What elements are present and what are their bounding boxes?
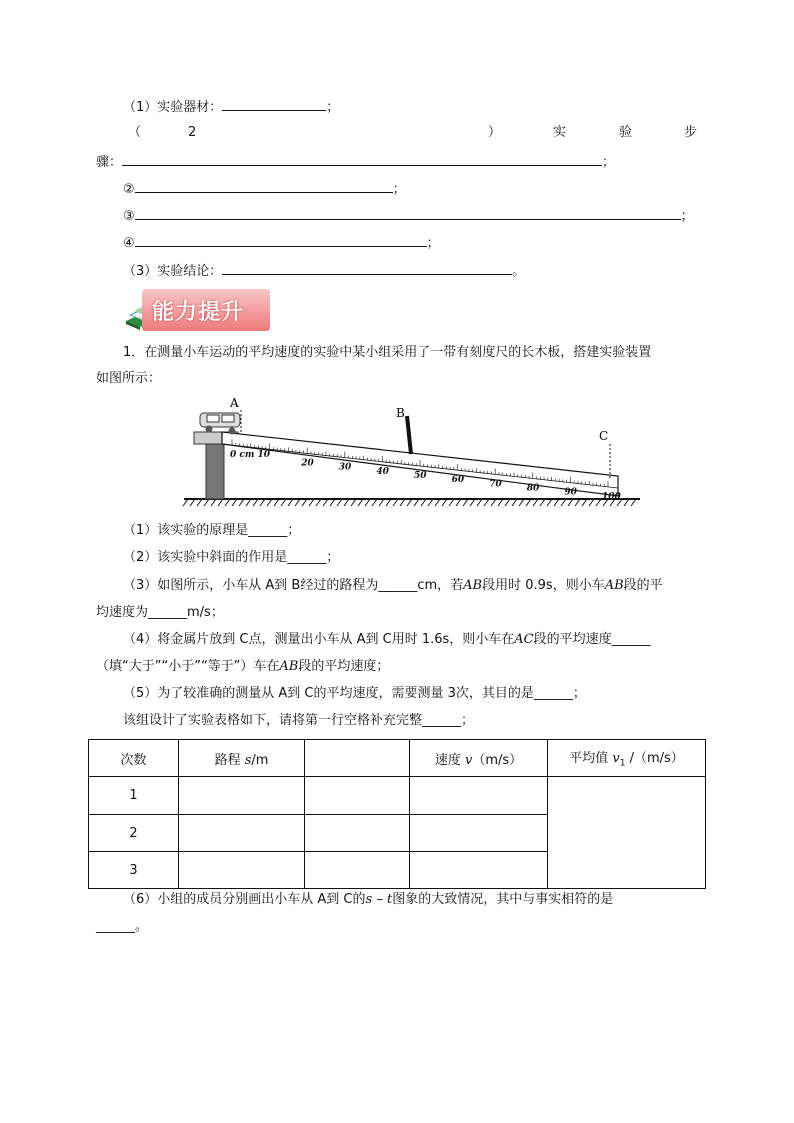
step1-blank[interactable] — [122, 152, 602, 166]
header-speed-unit: （m/s） — [472, 752, 523, 768]
cell-speed[interactable] — [410, 777, 548, 815]
q4-text-a: （4）将金属片放到 C点，测量出小车从 A到 C用时 1.6s，则小车在 — [123, 632, 515, 647]
label-c: C — [599, 429, 609, 443]
cell-blank[interactable] — [305, 852, 410, 889]
steps-char-1: 实 — [553, 125, 567, 140]
step2-end: ； — [392, 182, 406, 197]
steps-end: ； — [602, 155, 616, 170]
q6-text-a: （6）小组的成员分别画出小车从 A到 C的 — [123, 892, 366, 907]
equip-end: ； — [326, 100, 340, 115]
q3-ab-2: AB — [604, 578, 624, 593]
q4-line-2 — [96, 658, 389, 676]
metal-plate-b — [407, 416, 411, 454]
ruler-tick-label: 100 — [602, 491, 621, 502]
step4-blank[interactable] — [135, 233, 427, 247]
ruler-unit-label: 0 cm 10 — [230, 450, 271, 461]
cart-icon — [200, 413, 240, 435]
step3-label: ③ — [123, 209, 135, 224]
conclusion-blank[interactable] — [222, 261, 512, 275]
ruler-tick-label: 30 — [338, 462, 352, 473]
ruler-tick-label: 60 — [451, 475, 465, 486]
q6-text-b: 图象的大致情况，其中与事实相符的是 — [392, 892, 614, 907]
header-speed — [410, 740, 548, 777]
q5-line-2: 该组设计了实验表格如下，请将第一行空格补充完整______； — [123, 713, 475, 728]
step4-line — [123, 233, 440, 253]
header-blank[interactable] — [305, 740, 410, 777]
problem-intro-2: 如图所示： — [96, 371, 162, 386]
q3-ab-1: AB — [463, 578, 483, 593]
row-number: 2 — [89, 815, 179, 852]
header-average — [548, 740, 706, 777]
header-average-text: 平均值 — [569, 751, 613, 767]
equip-line — [123, 97, 339, 117]
ruler-tick-label: 40 — [376, 466, 389, 477]
step2-line — [123, 179, 406, 199]
q4-text-b: 段的平均速度______ — [533, 632, 651, 647]
q4-ac: AC — [514, 632, 534, 647]
steps-label: 骤： — [96, 155, 123, 170]
q3-text-c: 段的平 — [623, 578, 663, 593]
header-average-unit: /（m/s） — [625, 751, 684, 767]
conclusion-line — [123, 261, 525, 281]
cell-speed[interactable] — [410, 852, 548, 889]
header-speed-symbol: v — [464, 752, 473, 768]
data-table — [88, 739, 706, 889]
ground-hatch — [183, 499, 636, 506]
steps-paren-open: （ — [128, 125, 142, 140]
q6-dash: – — [372, 892, 387, 907]
q2-line: （2）该实验中斜面的作用是______； — [123, 550, 340, 565]
q4-line — [123, 631, 651, 649]
step3-blank[interactable] — [135, 206, 681, 220]
header-speed-text: 速度 — [434, 752, 465, 768]
ruler-tick-label: 20 — [301, 458, 314, 469]
steps-char-3: 步 — [684, 125, 698, 140]
ruler-tick-label: 50 — [414, 471, 427, 481]
incline-figure — [180, 392, 645, 512]
step3-line — [123, 206, 694, 226]
table-header-row — [89, 740, 706, 777]
q3-text-a: （3）如图所示，小车从 A到 B经过的路程为______cm，若 — [123, 578, 464, 593]
header-count: 次数 — [89, 740, 179, 777]
steps-paren-close: ） — [488, 125, 502, 140]
q3-line — [123, 577, 663, 595]
conclusion-end: 。 — [512, 264, 526, 279]
equip-label: （1）实验器材： — [123, 100, 223, 115]
steps-char-2: 验 — [619, 125, 633, 140]
cell-distance[interactable] — [179, 852, 305, 889]
header-distance — [179, 740, 305, 777]
label-b: B — [396, 406, 405, 420]
header-distance-symbol: s — [244, 752, 252, 768]
q3-text-b: 段用时 0.9s，则小车 — [482, 578, 605, 593]
label-a: A — [230, 396, 239, 410]
q4-text-c: （填“大于”“小于”“等于”）车在 — [96, 659, 280, 674]
cell-blank[interactable] — [305, 815, 410, 852]
step4-label: ④ — [123, 236, 135, 251]
row-number: 3 — [89, 852, 179, 889]
row-number: 1 — [89, 777, 179, 815]
ruler-tick-label: 80 — [526, 483, 540, 494]
cell-speed[interactable] — [410, 815, 548, 852]
cell-distance[interactable] — [179, 777, 305, 815]
cell-distance[interactable] — [179, 815, 305, 852]
steps-line-2 — [96, 152, 615, 172]
q4-text-d: 段的平均速度； — [298, 659, 390, 674]
q3-line-2: 均速度为______m/s； — [96, 605, 224, 620]
steps-number: 2 — [188, 125, 197, 140]
header-average-sub: 1 — [619, 758, 626, 769]
table-row — [89, 777, 706, 815]
conclusion-label: （3）实验结论： — [123, 264, 223, 279]
equip-blank[interactable] — [222, 97, 326, 111]
support-block — [206, 444, 224, 499]
cell-blank[interactable] — [305, 777, 410, 815]
ruler-tick-label: 70 — [489, 479, 502, 490]
section-badge — [124, 289, 270, 331]
step2-label: ② — [123, 182, 135, 197]
step4-end: ； — [426, 236, 440, 251]
header-distance-text: 路程 — [214, 752, 245, 768]
badge-title: 能力提升 — [152, 300, 245, 325]
header-average-symbol: v — [612, 751, 620, 767]
header-distance-unit: /m — [251, 752, 269, 768]
q1-line: （1）该实验的原理是______； — [123, 523, 301, 538]
step2-blank[interactable] — [135, 179, 393, 193]
q5-line: （5）为了较准确的测量从 A到 C的平均速度，需要测量 3次，其目的是______； — [123, 686, 586, 701]
q6-line-2: ______。 — [96, 919, 149, 934]
ruler-tick-label: 90 — [564, 487, 577, 498]
q6-s: s — [365, 892, 373, 907]
q4-ab: AB — [279, 659, 299, 674]
q6-line — [123, 891, 613, 909]
step3-end: ； — [680, 209, 694, 224]
cell-average[interactable] — [548, 777, 706, 889]
q6-t: t — [386, 892, 393, 907]
problem-intro-1: 1．在测量小车运动的平均速度的实验中某小组采用了一带有刻度尺的长木板，搭建实验装置 — [123, 345, 652, 360]
